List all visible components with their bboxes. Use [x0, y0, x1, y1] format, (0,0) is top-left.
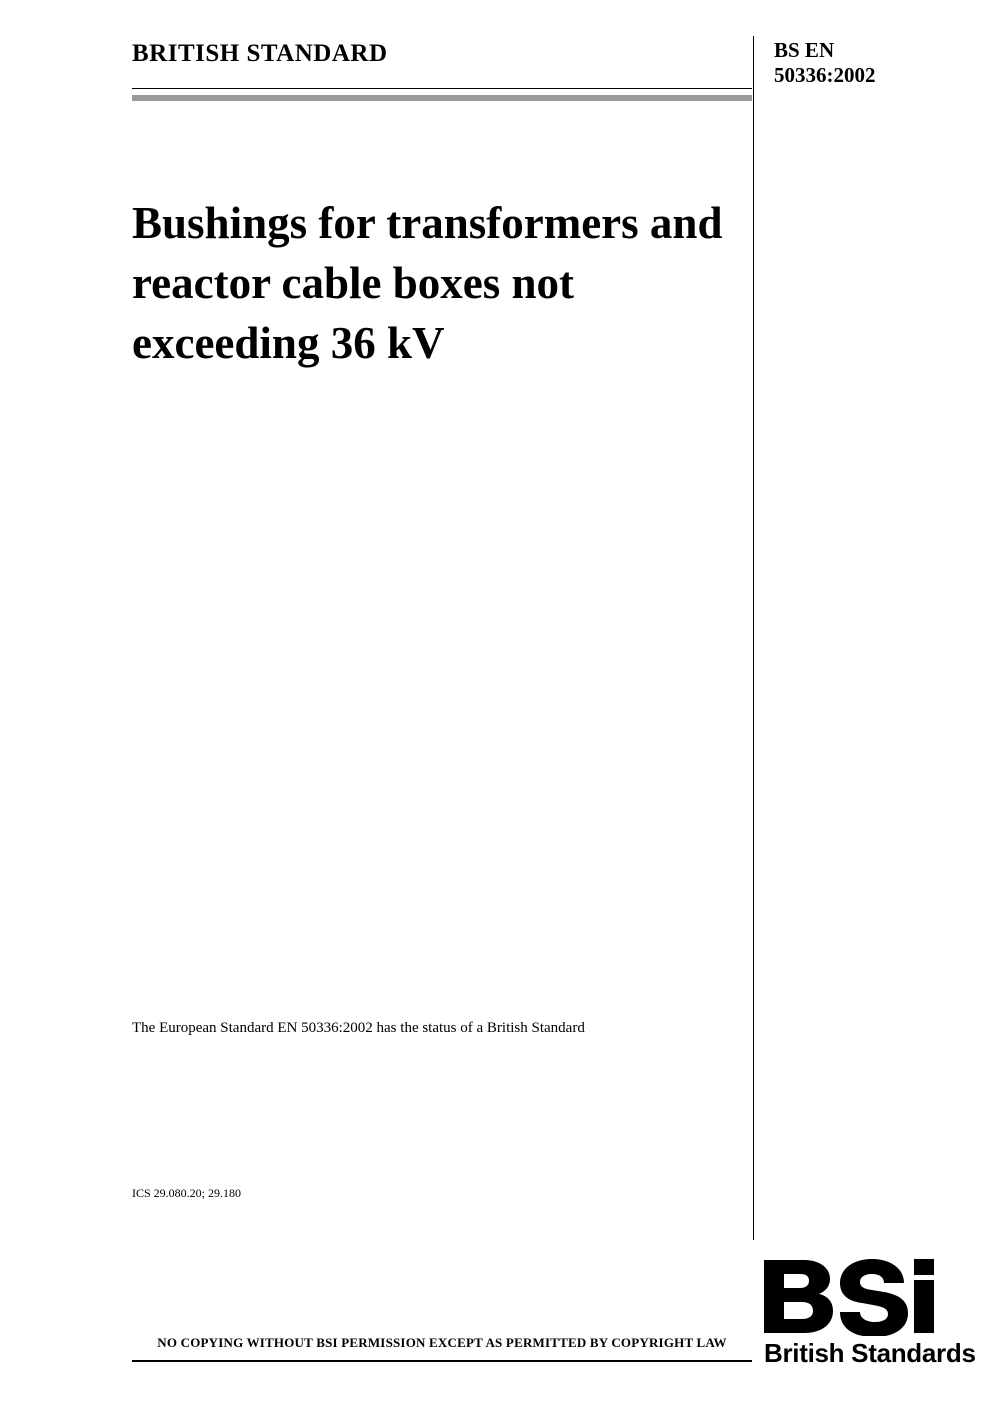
- header-rule-thick: [132, 95, 752, 101]
- bsi-wordmark: British Standards: [764, 1338, 976, 1368]
- footer-rule: [132, 1360, 752, 1362]
- vertical-divider: [753, 36, 754, 1240]
- status-note: The European Standard EN 50336:2002 has the status of a British Standard: [132, 1020, 585, 1036]
- standard-reference-line2: 50336:2002: [774, 63, 876, 87]
- british-standard-label: BRITISH STANDARD: [132, 40, 388, 67]
- ics-code: ICS 29.080.20; 29.180: [132, 1186, 242, 1200]
- copyright-notice: NO COPYING WITHOUT BSI PERMISSION EXCEPT AS PERMITTED BY COPYRIGHT LAW: [157, 1335, 727, 1350]
- page-title: Bushings for transformers and reactor cable boxes not exceeding 36 kV: [132, 198, 723, 368]
- standard-reference-line1: BS EN: [774, 38, 835, 62]
- bsi-logo: [762, 1258, 976, 1376]
- standard-reference: [774, 38, 944, 88]
- header-rule-thin: [132, 88, 752, 89]
- bsi-logo-icon: [762, 1258, 952, 1336]
